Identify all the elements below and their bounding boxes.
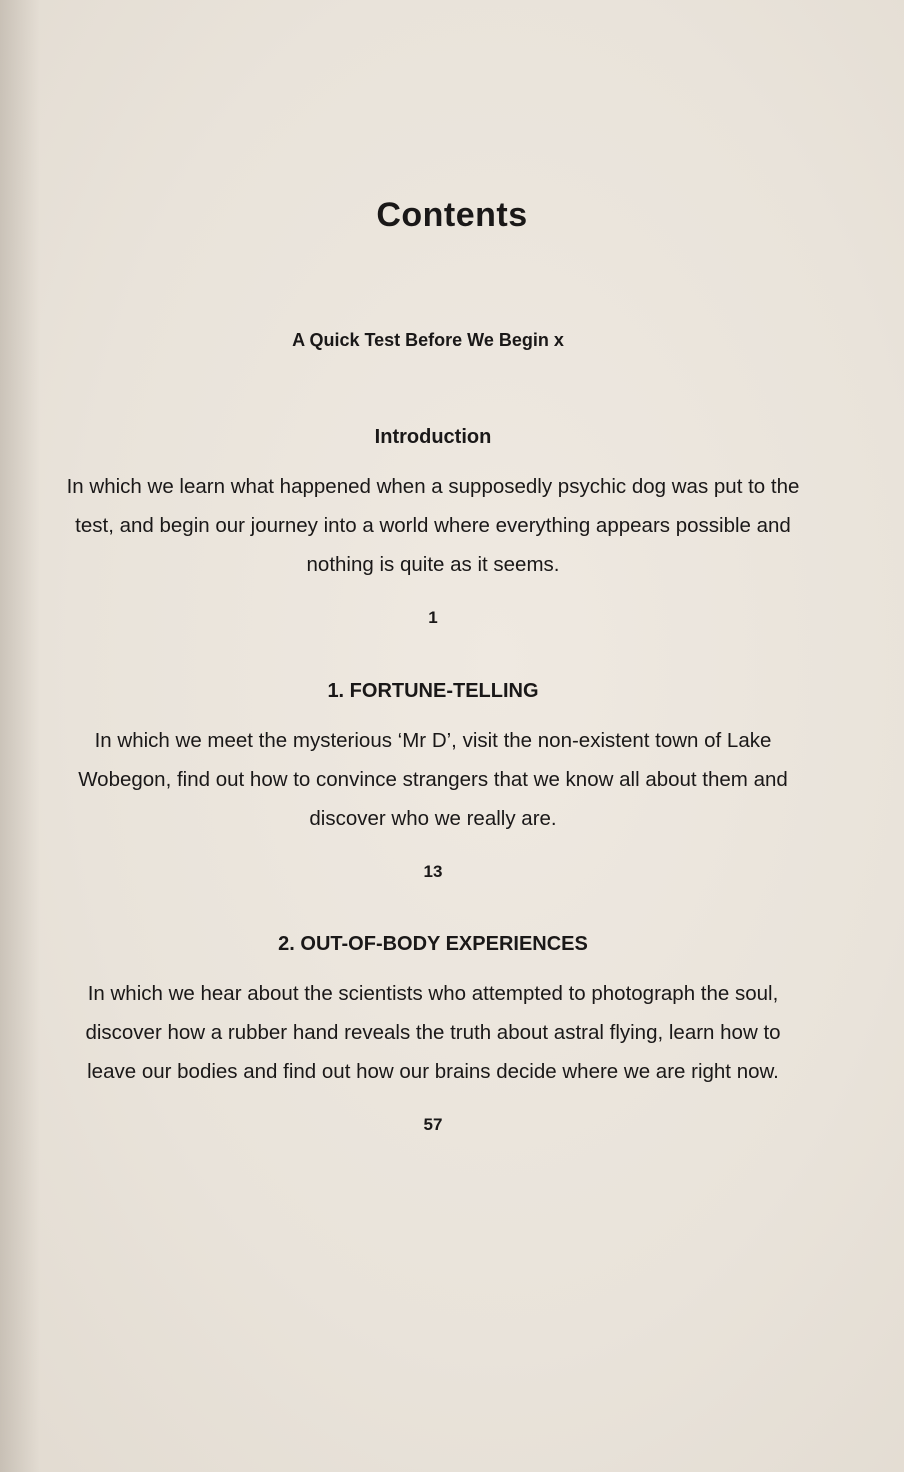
toc-entry-page-number: 57	[423, 1115, 443, 1134]
preface-entry: A Quick Test Before We Begin x	[292, 330, 564, 350]
toc-entry-fortune-telling	[60, 680, 806, 882]
toc-entry-description: In which we meet the mysterious ‘Mr D’, visit the non-existent town of Lake Wobegon, find out how to convince strangers that we know all about them and discover who we really are.	[78, 729, 788, 830]
toc-entry-title: 2. OUT-OF-BODY EXPERIENCES	[278, 933, 588, 955]
toc-entry-page-number: 1	[428, 608, 438, 627]
toc-entry-description: In which we learn what happened when a supposedly psychic dog was put to the test, and begin our journey into a world where everything appears possible and nothing is quite as it seems.	[66, 475, 800, 576]
toc-entry-page-number: 13	[423, 862, 443, 881]
toc-entry-out-of-body	[60, 933, 806, 1135]
toc-entry-introduction	[60, 426, 806, 628]
contents-title: Contents	[376, 196, 528, 234]
toc-entry-description: In which we hear about the scientists who attempted to photograph the soul, discover how a rubber hand reveals the truth about astral flying, learn how to leave our bodies and find out how our brains decide where we are right now.	[85, 982, 781, 1083]
toc-entry-title: 1. FORTUNE-TELLING	[327, 680, 539, 702]
toc-entry-title: Introduction	[374, 426, 492, 448]
